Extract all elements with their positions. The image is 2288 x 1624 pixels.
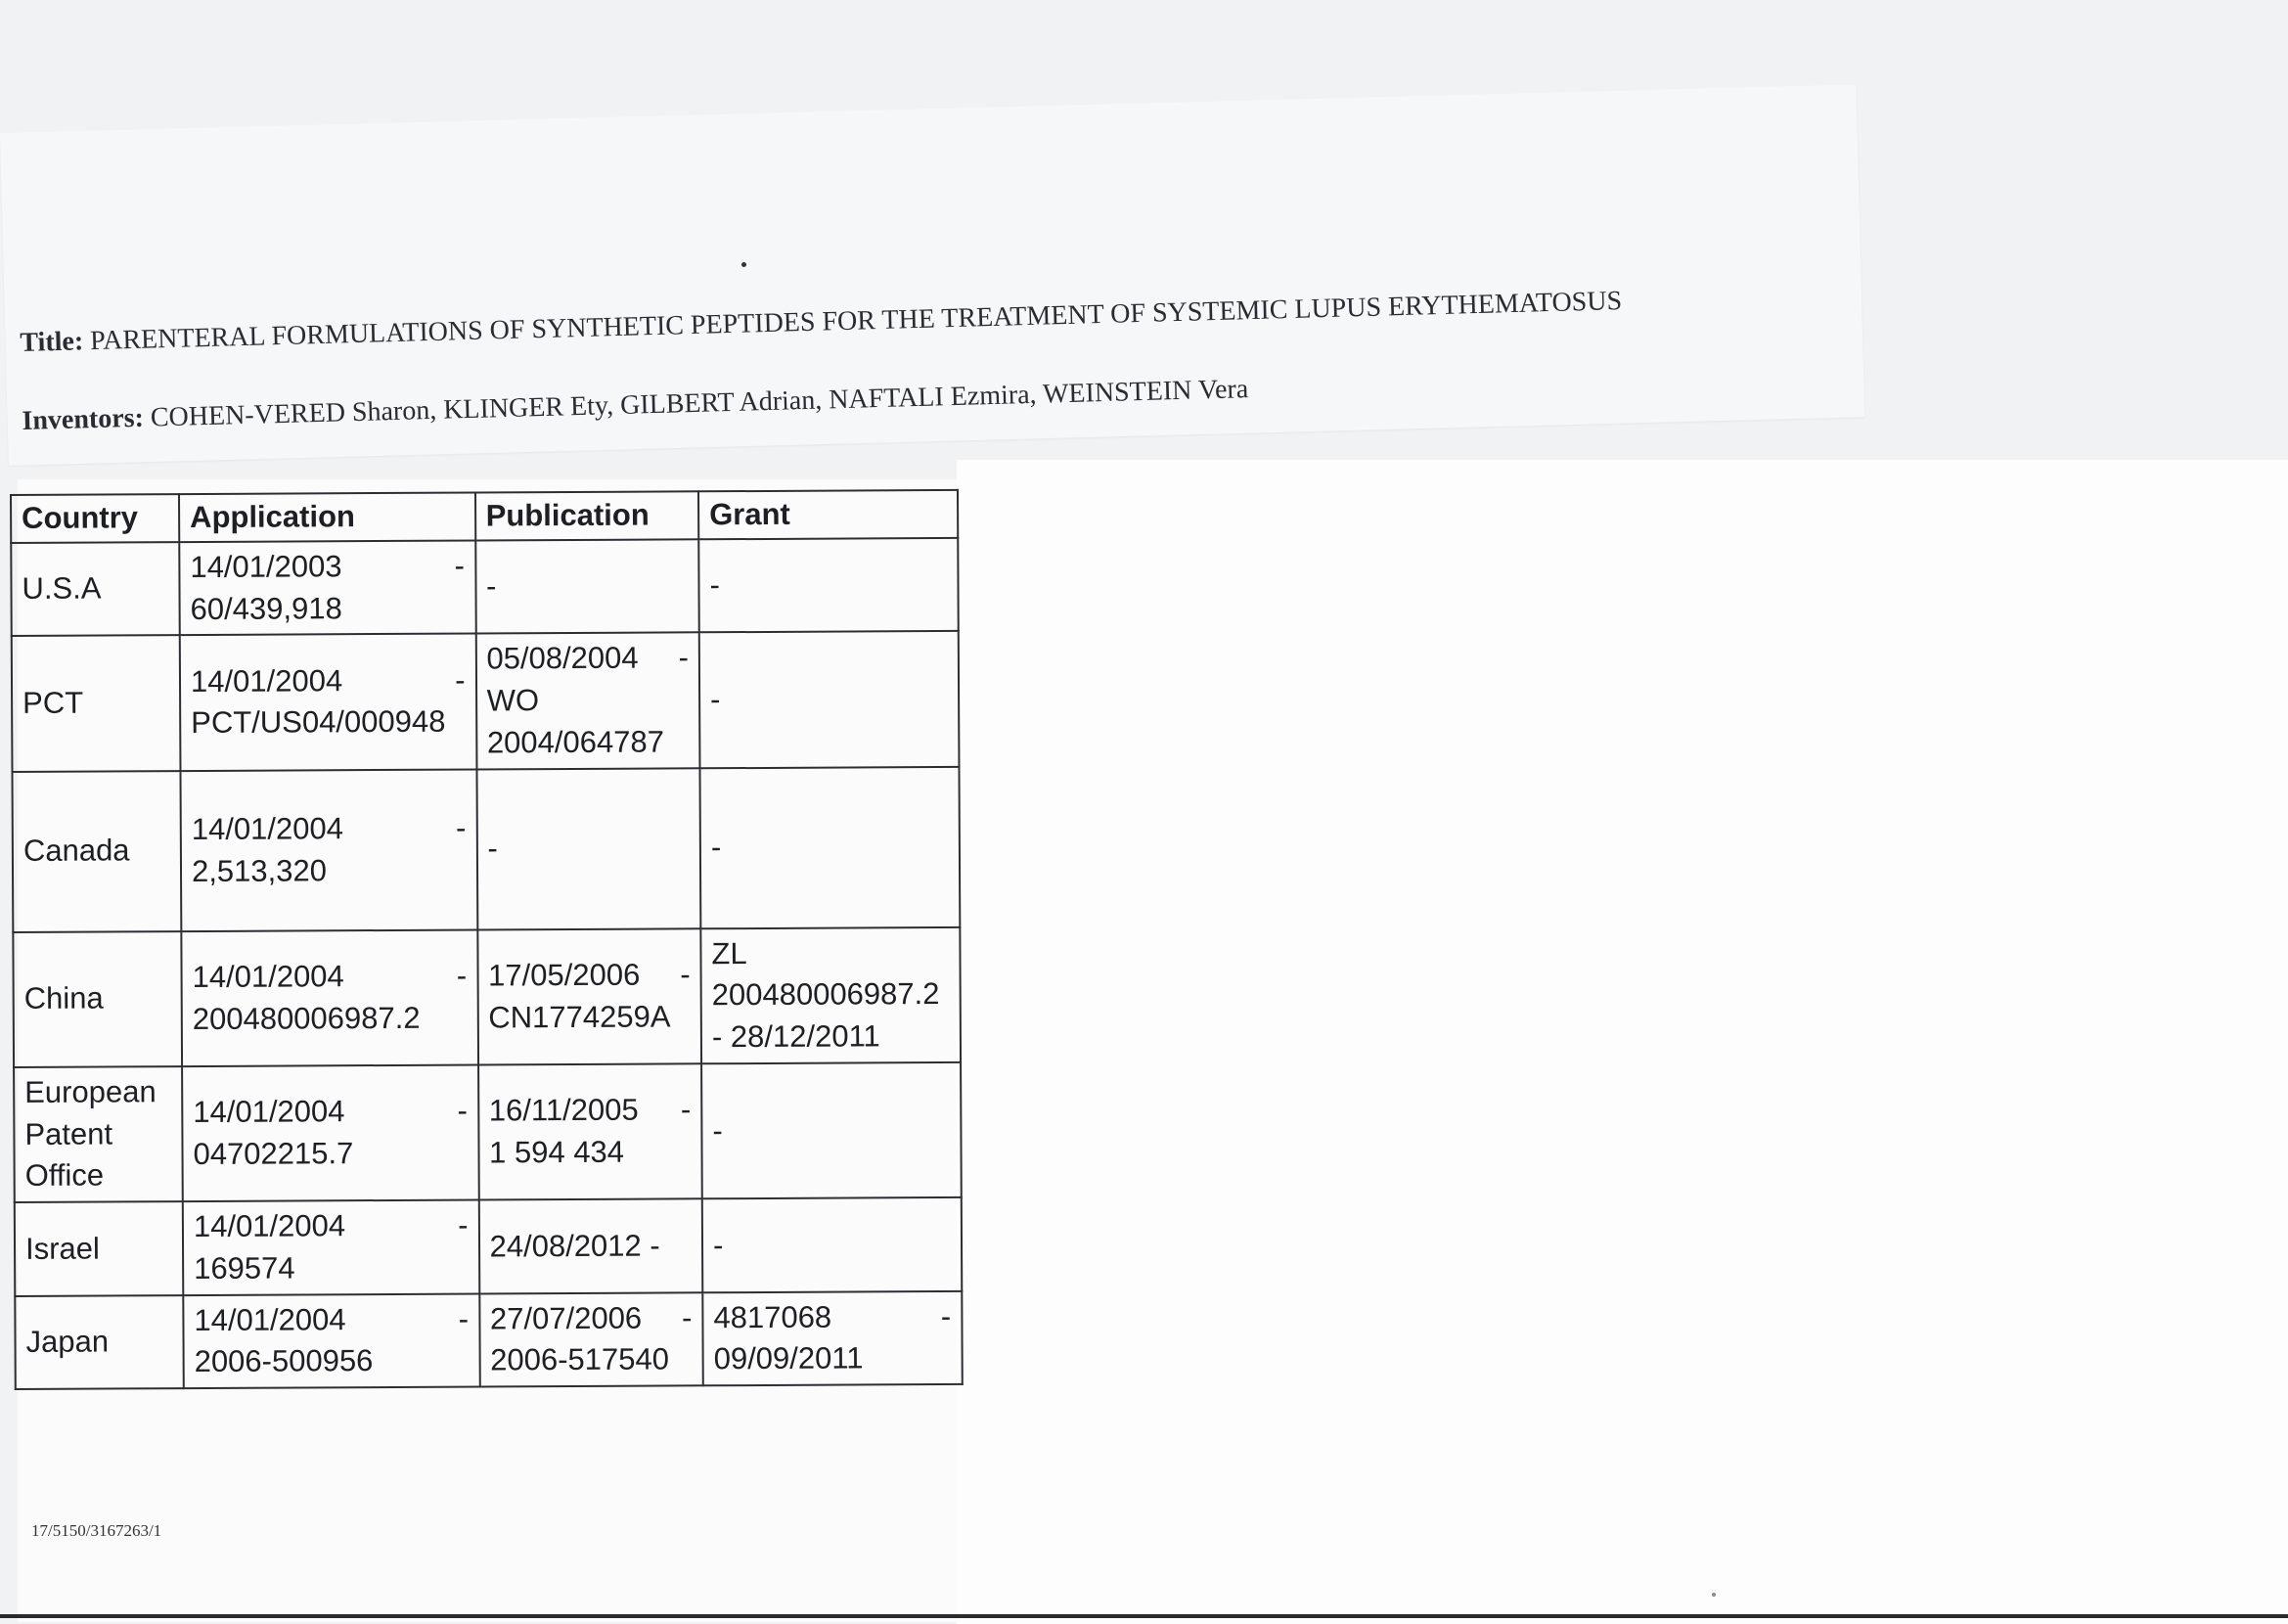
cell-application-dash: - [448, 1205, 469, 1247]
cell-grant-value: - [713, 1224, 941, 1267]
scan-speck [1712, 1593, 1716, 1597]
cell-grant-value: 4817068 09/09/2011 [713, 1296, 931, 1381]
cell-application [181, 929, 477, 1066]
table-row [11, 538, 958, 637]
cell-application-dash: - [447, 956, 468, 998]
cell-publication [478, 1198, 702, 1293]
cell-publication [476, 768, 700, 929]
cell-country [12, 635, 181, 771]
col-header-application: Application [179, 493, 475, 542]
table-row [15, 1197, 962, 1296]
cell-publication [479, 1292, 703, 1387]
cell-country [15, 1201, 183, 1295]
header-row [11, 490, 958, 543]
cell-country [11, 542, 179, 636]
cell-application-value: 14/01/2004 2,513,320 [192, 807, 447, 892]
cell-application [183, 1200, 479, 1295]
cell-publication-dash: - [670, 954, 691, 996]
cell-publication [478, 1063, 702, 1199]
cell-publication-value: 05/08/2004 WO 2004/064787 [486, 638, 669, 764]
cell-application-value: 14/01/2004 PCT/US04/000948 [191, 659, 446, 744]
cell-publication-dash: - [671, 1090, 692, 1132]
cell-grant [702, 1197, 962, 1292]
cell-publication-value: - [487, 828, 680, 871]
table-row [12, 767, 960, 932]
cell-country [14, 1066, 183, 1202]
table-row [12, 631, 959, 771]
cell-country-value: China [24, 978, 171, 1021]
table-row [14, 1062, 961, 1202]
cell-application-dash: - [444, 545, 465, 587]
cell-country [13, 931, 182, 1067]
cell-application [180, 634, 476, 771]
cell-publication [475, 633, 699, 769]
col-header-publication: Publication [475, 491, 699, 540]
cell-application-value: 14/01/2003 60/439,918 [190, 545, 445, 630]
cell-grant [699, 767, 960, 928]
table-row [13, 927, 960, 1067]
cell-publication-value: 17/05/2006 CN1774259A [488, 954, 671, 1039]
cell-country-value: European Patent Office [24, 1071, 172, 1197]
cell-application [179, 540, 475, 635]
cell-grant-value: - [710, 678, 938, 721]
col-header-country: Country [11, 494, 179, 543]
cell-publication-value: 27/07/2006 2006-517540 [490, 1297, 673, 1382]
blank-paper-area [957, 460, 2288, 1624]
inventors-value: COHEN-VERED Sharon, KLINGER Ety, GILBERT Adrian, NAFTALI Ezmira, WEINSTEIN Vera [151, 374, 1249, 432]
cell-grant [699, 631, 959, 768]
scan-speck [741, 262, 746, 267]
cell-publication [477, 928, 701, 1064]
cell-publication [475, 539, 699, 634]
cell-application [180, 769, 476, 931]
cell-country-value: Israel [25, 1228, 172, 1271]
cell-publication-dash: - [672, 1297, 693, 1339]
cell-application-value: 14/01/2004 169574 [194, 1205, 449, 1290]
table-row [15, 1291, 962, 1390]
cell-grant-value: - [711, 826, 939, 869]
cell-country [12, 771, 181, 932]
cell-application-dash: - [449, 1298, 470, 1340]
document-reference: 17/5150/3167263/1 [31, 1521, 161, 1541]
cell-application-value: 14/01/2004 200480006987.2 [192, 956, 447, 1041]
cell-application-dash: - [447, 1091, 468, 1133]
table-body [11, 538, 962, 1390]
cell-grant [698, 538, 958, 633]
inventors-label: Inventors: [22, 403, 144, 436]
cell-country-value: U.S.A [22, 567, 168, 610]
col-header-grant: Grant [698, 490, 958, 539]
cell-grant [700, 927, 960, 1064]
cell-country-value: Canada [23, 830, 170, 873]
cell-publication-value: 16/11/2005 1 594 434 [489, 1090, 672, 1175]
cell-grant-value: ZL 200480006987.2 - 28/12/2011 [711, 932, 939, 1060]
table-header [11, 490, 958, 543]
cell-grant [702, 1291, 962, 1386]
title-value: PARENTERAL FORMULATIONS OF SYNTHETIC PEPTIDES FOR THE TREATMENT OF SYSTEMIC LUPUS ERYTHEMATOSUS [90, 286, 1623, 356]
cell-country-value: Japan [25, 1321, 172, 1364]
cell-publication-value: - [486, 565, 679, 609]
cell-publication-value: 24/08/2012 - [489, 1225, 682, 1268]
cell-application-value: 14/01/2004 2006-500956 [194, 1298, 449, 1383]
scan-bottom-edge [0, 1614, 2288, 1618]
cell-country-value: PCT [22, 682, 169, 725]
cell-application-value: 14/01/2004 04702215.7 [193, 1091, 448, 1176]
title-label: Title: [20, 326, 84, 358]
cell-application [182, 1064, 478, 1201]
cell-grant-dash: - [931, 1296, 952, 1338]
cell-country [15, 1295, 183, 1389]
cell-grant-value: - [709, 564, 937, 607]
cell-grant [701, 1062, 961, 1199]
cell-publication-dash: - [668, 638, 689, 680]
cell-grant-value: - [712, 1109, 940, 1152]
patent-family-table [10, 489, 964, 1390]
cell-application [183, 1293, 479, 1388]
cell-application-dash: - [445, 659, 466, 701]
cell-application-dash: - [446, 807, 467, 849]
